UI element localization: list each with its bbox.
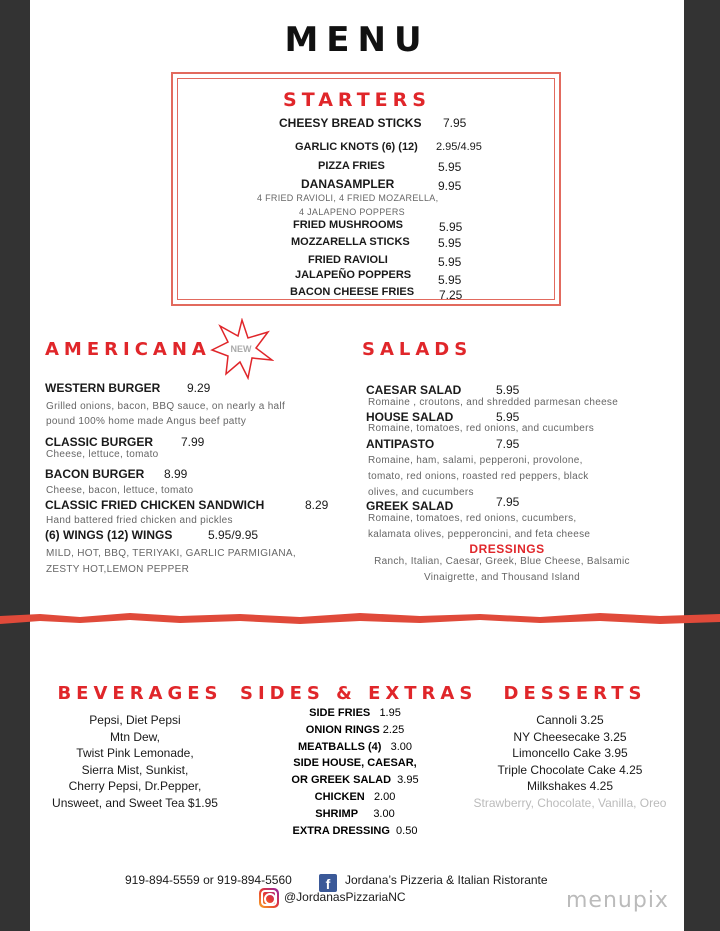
americana-desc: Grilled onions, bacon, BBQ sauce, on nearly a half — [46, 401, 286, 412]
americana-name: CLASSIC FRIED CHICKEN SANDWICH — [45, 498, 265, 512]
salad-desc: Romaine, ham, salami, pepperoni, provolone, — [368, 455, 583, 466]
beverages-heading: BEVERAGES — [57, 683, 223, 704]
starter-price: 9.95 — [438, 179, 462, 193]
starter-name: BACON CHEESE FRIES — [290, 286, 415, 298]
beverages-list — [30, 712, 240, 811]
facebook-page[interactable]: Jordana’s Pizzeria & Italian Ristorante — [345, 873, 548, 887]
salad-price: 7.95 — [496, 437, 520, 451]
sampler-desc: 4 JALAPENO POPPERS — [299, 207, 405, 217]
side-name: SIDE HOUSE, CAESAR, — [293, 757, 417, 770]
torn-divider — [0, 610, 720, 626]
dressings-heading: DRESSINGS — [469, 542, 545, 556]
salad-name: HOUSE SALAD — [366, 410, 454, 424]
milkshake-flavors: Strawberry, Chocolate, Vanilla, Oreo — [473, 795, 667, 810]
beverage-line: Pepsi, Diet Pepsi — [89, 713, 181, 727]
side-name: CHICKEN — [314, 790, 365, 803]
desserts-list — [460, 712, 680, 811]
side-item — [240, 739, 470, 756]
side-price: 1.95 — [379, 707, 401, 719]
americana-desc: MILD, HOT, BBQ, TERIYAKI, GARLIC PARMIGIANA, — [46, 548, 296, 559]
salad-desc: tomato, red onions, roasted red peppers, black — [368, 471, 589, 482]
side-name: SHRIMP — [315, 807, 359, 820]
beverage-line: Mtn Dew, — [109, 729, 160, 744]
salad-desc: Romaine, tomatoes, red onions, and cucumbers — [368, 423, 595, 434]
instagram-handle[interactable]: @JordanasPizzariaNC — [284, 890, 406, 904]
beverage-line: Twist Pink Lemonade, — [76, 746, 194, 760]
starter-name: FRIED RAVIOLI — [308, 254, 388, 266]
starter-name: CHEESY BREAD STICKS — [279, 116, 422, 130]
new-star-badge — [210, 318, 274, 380]
americana-desc: Cheese, lettuce, tomato — [46, 449, 159, 460]
americana-price: 8.99 — [164, 467, 188, 481]
starter-price: 5.95 — [438, 273, 462, 287]
starter-name: DANASAMPLER — [301, 177, 395, 191]
side-name: MEATBALLS (4) — [297, 740, 382, 753]
americana-desc: Hand battered fried chicken and pickles — [46, 515, 233, 526]
dessert-line: Cannoli 3.25 — [536, 713, 604, 727]
americana-name: WESTERN BURGER — [45, 381, 161, 395]
salad-desc: kalamata olives, pepperoncini, and feta cheese — [368, 529, 591, 540]
beverage-line: Unsweet, and Sweet Tea $1.95 — [52, 795, 218, 810]
americana-name: CLASSIC BURGER — [45, 435, 154, 449]
side-item — [240, 789, 470, 806]
desserts-heading: DESSERTS — [503, 683, 647, 704]
sides-list — [240, 705, 470, 839]
americana-name: (6) WINGS (12) WINGS — [45, 528, 173, 542]
starter-price: 5.95 — [438, 160, 462, 174]
side-name: ONION RINGS — [305, 723, 380, 736]
sampler-desc: 4 FRIED RAVIOLI, 4 FRIED MOZARELLA, — [257, 193, 439, 203]
salad-desc: Romaine, tomatoes, red onions, cucumbers, — [368, 513, 577, 524]
americana-heading: AMERICANA — [45, 339, 211, 360]
salad-name: CAESAR SALAD — [366, 383, 462, 397]
americana-price: 9.29 — [187, 381, 211, 395]
side-price: 3.00 — [390, 740, 413, 753]
starter-price: 2.95/4.95 — [436, 141, 482, 153]
side-item — [240, 755, 470, 772]
salad-desc: olives, and cucumbers — [368, 487, 474, 498]
sides-heading: SIDES & EXTRAS — [240, 683, 478, 704]
salads-heading: SALADS — [362, 339, 473, 360]
side-item — [240, 722, 470, 739]
side-item — [240, 823, 470, 840]
menu-title: MENU — [284, 20, 430, 60]
salad-name: ANTIPASTO — [366, 437, 435, 451]
starters-heading: STARTERS — [283, 89, 431, 111]
side-name: OR GREEK SALAD — [291, 774, 392, 787]
dressings-list: Vinaigrette, and Thousand Island — [423, 572, 580, 583]
side-price: 3.00 — [373, 807, 395, 820]
side-item — [240, 772, 470, 789]
americana-price: 8.29 — [305, 498, 329, 512]
salad-price: 5.95 — [496, 383, 520, 397]
beverage-line: Cherry Pepsi, Dr.Pepper, — [68, 779, 202, 793]
starter-price: 5.95 — [438, 236, 462, 250]
side-item — [240, 806, 470, 823]
side-price: 2.25 — [382, 723, 405, 736]
beverage-line: Sierra Mist, Sunkist, — [81, 762, 189, 777]
americana-price: 7.99 — [181, 435, 205, 449]
americana-desc: pound 100% home made Angus beef patty — [46, 416, 247, 427]
dessert-line: NY Cheesecake 3.25 — [513, 729, 627, 744]
salad-name: GREEK SALAD — [366, 499, 454, 513]
starter-price: 5.95 — [439, 220, 463, 234]
side-price: 2.00 — [373, 790, 396, 803]
side-item — [240, 705, 470, 722]
starter-price: 5.95 — [438, 255, 462, 269]
instagram-icon[interactable] — [259, 888, 279, 908]
new-badge-text: NEW — [230, 344, 252, 354]
dessert-line: Limoncello Cake 3.95 — [512, 746, 628, 760]
side-name: EXTRA DRESSING — [292, 824, 390, 837]
americana-name: BACON BURGER — [45, 467, 145, 481]
dressings-list: Ranch, Italian, Caesar, Greek, Blue Cheese, Balsamic — [374, 556, 630, 567]
americana-desc: Cheese, bacon, lettuce, tomato — [46, 485, 194, 496]
starter-price: 7.25 — [439, 288, 463, 302]
starter-name: FRIED MUSHROOMS — [293, 219, 403, 231]
salad-price: 7.95 — [496, 495, 520, 509]
starter-name: JALAPEÑO POPPERS — [295, 269, 412, 281]
starter-price: 7.95 — [443, 116, 467, 130]
starter-name: PIZZA FRIES — [318, 160, 385, 172]
salad-price: 5.95 — [496, 410, 520, 424]
starter-name: MOZZARELLA STICKS — [291, 236, 410, 248]
americana-price: 5.95/9.95 — [208, 528, 259, 542]
starter-name: GARLIC KNOTS (6) (12) — [295, 141, 418, 153]
americana-desc: ZESTY HOT,LEMON PEPPER — [46, 564, 190, 575]
menupix-watermark: menupix — [566, 888, 669, 913]
menu-page — [30, 0, 684, 931]
dessert-line: Milkshakes 4.25 — [526, 779, 614, 793]
side-name: SIDE FRIES — [309, 707, 371, 719]
phone-numbers: 919-894-5559 or 919-894-5560 — [125, 873, 292, 887]
salad-desc: Romaine , croutons, and shredded parmesan cheese — [368, 397, 619, 408]
side-price: 3.95 — [397, 774, 419, 787]
facebook-icon[interactable]: f — [319, 874, 337, 892]
dessert-line: Triple Chocolate Cake 4.25 — [497, 762, 643, 777]
side-price: 0.50 — [396, 824, 418, 837]
